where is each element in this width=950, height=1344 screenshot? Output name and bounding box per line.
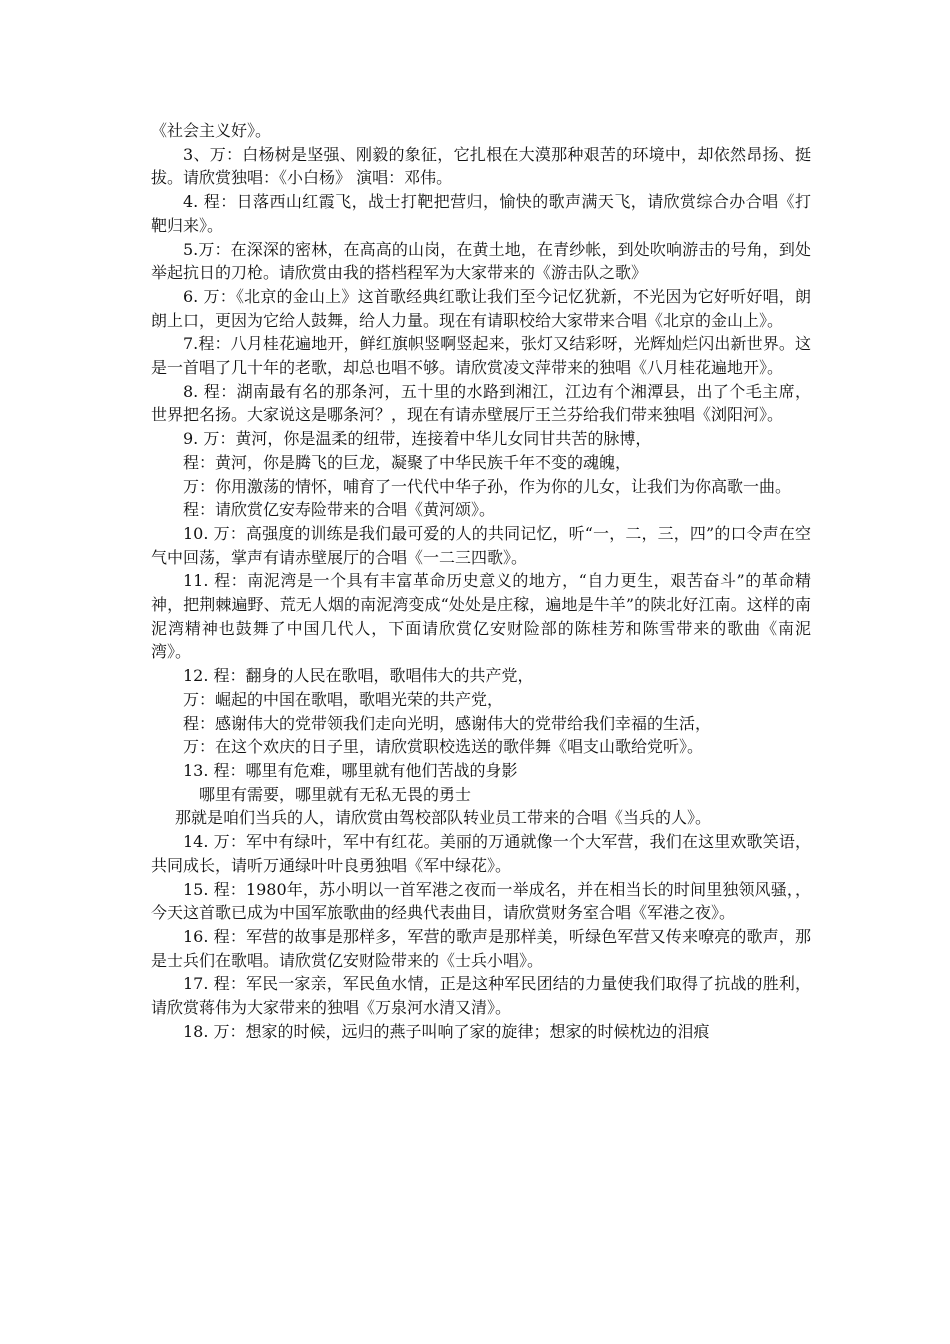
paragraph-10: 万：你用激荡的情怀，哺育了一代代中华子孙，作为你的儿女，让我们为你高歌一曲。 — [183, 476, 792, 496]
paragraph-20: 那就是咱们当兵的人，请欣赏由驾校部队转业员工带来的合唱《当兵的人》。 — [175, 808, 712, 828]
paragraph-7: 8. 程：湖南最有名的那条河，五十里的水路到湘江，江边有个湘潭县，出了个毛主席，世界把名扬。大家说这是哪条河？，现在有请赤壁展厅王兰芬给我们带来独唱《浏阳河》。 — [151, 381, 811, 425]
paragraph-2: 3、万：白杨树是坚强、刚毅的象征，它扎根在大漠那种艰苦的环境中，却依然昂扬、挺拔。请欣赏独唱：《小白杨》 演唱：邓伟。 — [151, 144, 811, 188]
paragraph-16: 程：感谢伟大的党带领我们走向光明，感谢伟大的党带给我们幸福的生活， — [183, 713, 712, 733]
paragraph-15: 万：崛起的中国在歌唱，歌唱光荣的共产党， — [183, 689, 504, 709]
paragraph-12: 10. 万：高强度的训练是我们最可爱的人的共同记忆，听“一，二，三，四”的口令声在空气中回荡，掌声有请赤壁展厅的合唱《一二三四歌》。 — [151, 523, 811, 567]
paragraph-25: 18. 万：想家的时候，远归的燕子叫响了家的旋律；想家的时候枕边的泪痕 — [183, 1021, 710, 1041]
paragraph-24: 17. 程：军民一家亲，军民鱼水情，正是这种军民团结的力量使我们取得了抗战的胜利，请欣赏蒋伟为大家带来的独唱《万泉河水清又清》。 — [151, 974, 811, 1018]
paragraph-9: 程：黄河，你是腾飞的巨龙，凝聚了中华民族千年不变的魂魄， — [183, 452, 632, 472]
paragraph-1: 《社会主义好》。 — [151, 121, 272, 140]
paragraph-6: 7.程：八月桂花遍地开，鲜红旗帜竖啊竖起来，张灯又结彩呀，光辉灿烂闪出新世界。这是一首唱了几十年的老歌，却总也唱不够。请欣赏凌文萍带来的独唱《八月桂花遍地开》。 — [151, 334, 811, 378]
paragraph-13: 11. 程：南泥湾是一个具有丰富革命历史意义的地方，“自力更生，艰苦奋斗”的革命精神，把荆棘遍野、荒无人烟的南泥湾变成“处处是庄稼，遍地是牛羊”的陕北好江南。这样的南泥湾精神也鼓舞了中国几代人，下面请欣赏亿安财险部的陈桂芳和陈雪带来的歌曲《南泥湾》。 — [151, 571, 811, 662]
paragraph-22: 15. 程：1980年，苏小明以一首军港之夜而一举成名，并在相当长的时间里独领风骚，，今天这首歌已成为中国军旅歌曲的经典代表曲目，请欣赏财务室合唱《军港之夜》。 — [151, 879, 811, 923]
document-page — [151, 119, 811, 1043]
paragraph-5: 6. 万：《北京的金山上》这首歌经典红歌让我们至今记忆犹新，不光因为它好听好唱，朗朗上口，更因为它给人鼓舞，给人力量。现在有请职校给大家带来合唱《北京的金山上》。 — [151, 286, 811, 330]
paragraph-17: 万：在这个欢庆的日子里，请欣赏职校选送的歌伴舞《唱支山歌给党听》。 — [183, 737, 704, 757]
paragraph-23: 16. 程：军营的故事是那样多，军营的歌声是那样美，听绿色军营又传来嘹亮的歌声，那是士兵们在歌唱。请欣赏亿安财险带来的《士兵小唱》。 — [151, 926, 811, 970]
paragraph-18: 13. 程：哪里有危难，哪里就有他们苦战的身影 — [183, 760, 518, 780]
paragraph-14: 12. 程：翻身的人民在歌唱，歌唱伟大的共产党， — [183, 666, 534, 686]
paragraph-21: 14. 万：军中有绿叶，军中有红花。美丽的万通就像一个大军营，我们在这里欢歌笑语，共同成长，请听万通绿叶叶良勇独唱《军中绿花》。 — [151, 832, 811, 875]
paragraph-19: 哪里有需要，哪里就有无私无畏的勇士 — [199, 784, 472, 804]
paragraph-4: 5.万：在深深的密林，在高高的山岗，在黄土地，在青纱帐，到处吹响游击的号角，到处举起抗日的刀枪。请欣赏由我的搭档程军为大家带来的《游击队之歌》 — [151, 239, 811, 283]
paragraph-3: 4. 程：日落西山红霞飞，战士打靶把营归，愉快的歌声满天飞，请欣赏综合办合唱《打靶归来》。 — [151, 192, 811, 235]
paragraph-11: 程：请欣赏亿安寿险带来的合唱《黄河颂》。 — [183, 500, 496, 520]
paragraph-8: 9. 万：黄河，你是温柔的纽带，连接着中华儿女同甘共苦的脉博， — [183, 429, 652, 449]
